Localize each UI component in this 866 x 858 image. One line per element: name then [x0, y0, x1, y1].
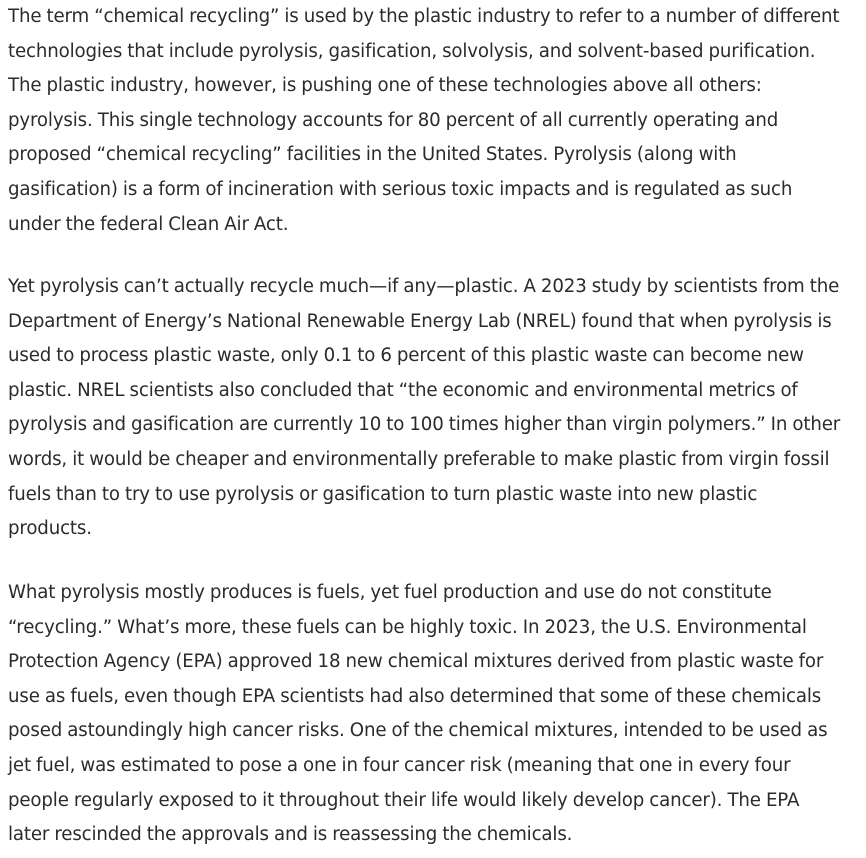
text-line: Department of Energy’s National Renewable Energy Lab (NREL) found that when pyrolysis is — [8, 310, 832, 332]
text-line: pyrolysis and gasification are currently 10 to 100 times higher than virgin polymers.” In other — [8, 414, 841, 436]
text-line: gasification) is a form of incineration with serious toxic impacts and is regulated as such — [8, 178, 793, 200]
text-line: posed astoundingly high cancer risks. One of the chemical mixtures, intended to be used as — [8, 720, 828, 742]
paragraph-chemical-recycling-definition — [8, 0, 839, 242]
text-line: technologies that include pyrolysis, gasification, solvolysis, and solvent-based purification. — [8, 40, 816, 62]
text-line: “recycling.” What’s more, these fuels can be highly toxic. In 2023, the U.S. Environmental — [8, 616, 807, 638]
text-line: Protection Agency (EPA) approved 18 new chemical mixtures derived from plastic waste for — [8, 651, 824, 673]
text-line: pyrolysis. This single technology accounts for 80 percent of all currently operating and — [8, 109, 779, 131]
text-line: What pyrolysis mostly produces is fuels, yet fuel production and use do not constitute — [8, 582, 772, 603]
text-line: fuels than to try to use pyrolysis or gasification to turn plastic waste into new plastic — [8, 483, 758, 505]
text-line: under the federal Clean Air Act. — [8, 213, 289, 235]
text-line: The term “chemical recycling” is used by the plastic industry to refer to a number of different — [8, 6, 840, 27]
text-line: jet fuel, was estimated to pose a one in four cancer risk (meaning that one in every four — [8, 754, 791, 776]
text-line: words, it would be cheaper and environmentally preferable to make plastic from virgin fossil — [8, 448, 830, 470]
text-line: use as fuels, even though EPA scientists had also determined that some of these chemicals — [8, 685, 822, 707]
text-line: used to process plastic waste, only 0.1 to 6 percent of this plastic waste can become new — [8, 345, 804, 367]
text-line: products. — [8, 518, 92, 540]
text-line: The plastic industry, however, is pushing one of these technologies above all others: — [8, 75, 762, 97]
text-line: proposed “chemical recycling” facilities in the United States. Pyrolysis (along with — [8, 144, 737, 166]
text-line: Yet pyrolysis can’t actually recycle much—if any—plastic. A 2023 study by scientists from the — [8, 276, 840, 297]
text-line: people regularly exposed to it throughout their life would likely develop cancer). The EPA — [8, 789, 800, 811]
paragraph-pyrolysis-recycling-rate — [8, 270, 840, 547]
text-line: later rescinded the approvals and is reassessing the chemicals. — [8, 824, 573, 846]
text-line: plastic. NREL scientists also concluded that “the economic and environmental metrics of — [8, 379, 798, 401]
paragraph-pyrolysis-fuels-toxicity — [8, 576, 827, 853]
